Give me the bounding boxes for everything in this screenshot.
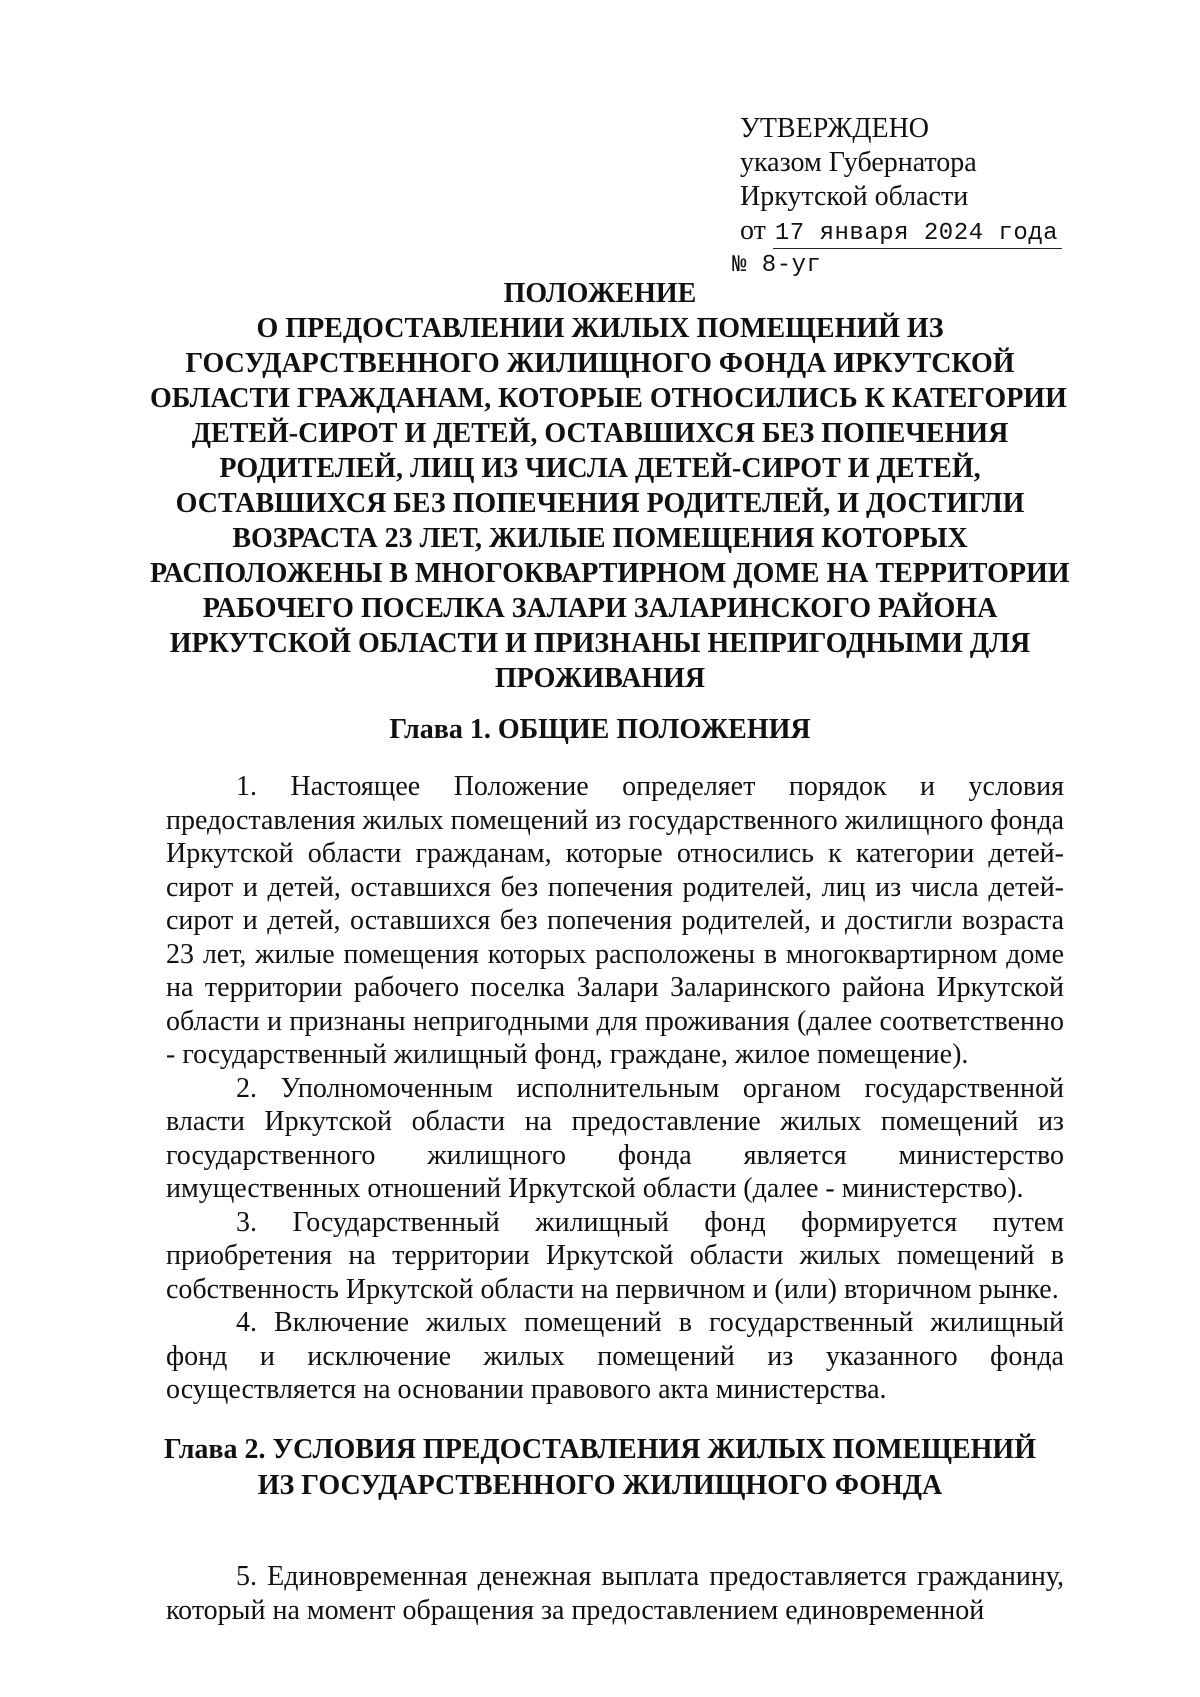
title-line: О ПРЕДОСТАВЛЕНИИ ЖИЛЫХ ПОМЕЩЕНИЙ ИЗ: [256, 313, 944, 344]
approval-block: [732, 112, 1070, 283]
title-line: РАБОЧЕГО ПОСЕЛКА ЗАЛАРИ ЗАЛАРИНСКОГО РАЙОНА: [202, 593, 998, 624]
chapter-1-body: [166, 770, 1064, 1407]
paragraph-3: 3. Государственный жилищный фонд формируется путем приобретения на территории Иркутской области жилых помещений в собственность Иркутской области на первичном и (или) вторичном рынке.: [166, 1206, 1064, 1305]
title-line: ОСТАВШИХСЯ БЕЗ ПОПЕЧЕНИЯ РОДИТЕЛЕЙ, И ДОСТИГЛИ: [175, 488, 1025, 519]
title-line: ОБЛАСТИ ГРАЖДАНАМ, КОТОРЫЕ ОТНОСИЛИСЬ К КАТЕГОРИИ: [150, 383, 1067, 414]
approval-decree: указом Губернатора: [740, 147, 977, 178]
chapter-1-heading: [150, 712, 1050, 748]
title-line: РОДИТЕЛЕЙ, ЛИЦ ИЗ ЧИСЛА ДЕТЕЙ-СИРОТ И ДЕТЕЙ,: [219, 453, 981, 484]
title-line: ПОЛОЖЕНИЕ: [503, 278, 697, 309]
approval-date-line: [740, 214, 1070, 249]
paragraph-1: 1. Настоящее Положение определяет порядок и условия предоставления жилых помещений из государственного жилищного фонда Иркутской области гражданам, которые относились к категории детей-сирот и детей, оставшихся без попечения родителей, лиц из числа детей-сирот и детей, оставшихся без попечения родителей, и достигли возраста 23 лет, жилые помещения которых расположены в многоквартирном доме на территории рабочего поселка Залари Заларинского района Иркутской области и признаны непригодными для проживания (далее соответственно - государственный жилищный фонд, граждане, жилое помещение).: [166, 771, 1064, 1070]
title-line: ИРКУТСКОЙ ОБЛАСТИ И ПРИЗНАНЫ НЕПРИГОДНЫМИ ДЛЯ: [169, 628, 1031, 659]
chapter-1-heading-text: Глава 1. ОБЩИЕ ПОЛОЖЕНИЯ: [389, 714, 811, 745]
approval-region: Иркутской области: [740, 181, 969, 212]
chapter-2-heading-line: Глава 2. УСЛОВИЯ ПРЕДОСТАВЛЕНИЯ ЖИЛЫХ ПОМЕЩЕНИЙ: [164, 1434, 1036, 1465]
paragraph-4: 4. Включение жилых помещений в государственный жилищный фонд и исключение жилых помещений из указанного фонда осуществляется на основании правового акта министерства.: [166, 1307, 1064, 1405]
title-line: РАСПОЛОЖЕНЫ В МНОГОКВАРТИРНОМ ДОМЕ НА ТЕРРИТОРИИ: [150, 558, 1070, 589]
paragraph-2: 2. Уполномоченным исполнительным органом государственной власти Иркутской области на предоставление жилых помещений из государственного жилищного фонда является министерство имущественных отношений Иркутской области (далее - министерство).: [166, 1072, 1064, 1204]
title-line: ПРОЖИВАНИЯ: [494, 663, 706, 694]
approval-number: № 8-уг: [732, 252, 822, 279]
approval-date-value: 17 января 2024 года: [773, 220, 1062, 249]
title-line: ВОЗРАСТА 23 ЛЕТ, ЖИЛЫЕ ПОМЕЩЕНИЯ КОТОРЫХ: [232, 523, 968, 554]
title-line: ГОСУДАРСТВЕННОГО ЖИЛИЩНОГО ФОНДА ИРКУТСКОЙ: [185, 348, 1015, 379]
paragraph-5: 5. Единовременная денежная выплата предоставляется гражданину, который на момент обращения за предоставлением единовременной: [166, 1561, 1064, 1626]
chapter-2-heading-line: ИЗ ГОСУДАРСТВЕННОГО ЖИЛИЩНОГО ФОНДА: [257, 1470, 943, 1501]
approval-date-prefix: от: [740, 215, 766, 246]
title-line: ДЕТЕЙ-СИРОТ И ДЕТЕЙ, ОСТАВШИХСЯ БЕЗ ПОПЕЧЕНИЯ: [191, 418, 1009, 449]
chapter-2-body: [166, 1560, 1064, 1627]
chapter-2-heading: [150, 1432, 1050, 1504]
document-title: [150, 276, 1070, 696]
approval-heading: УТВЕРЖДЕНО: [740, 113, 930, 144]
